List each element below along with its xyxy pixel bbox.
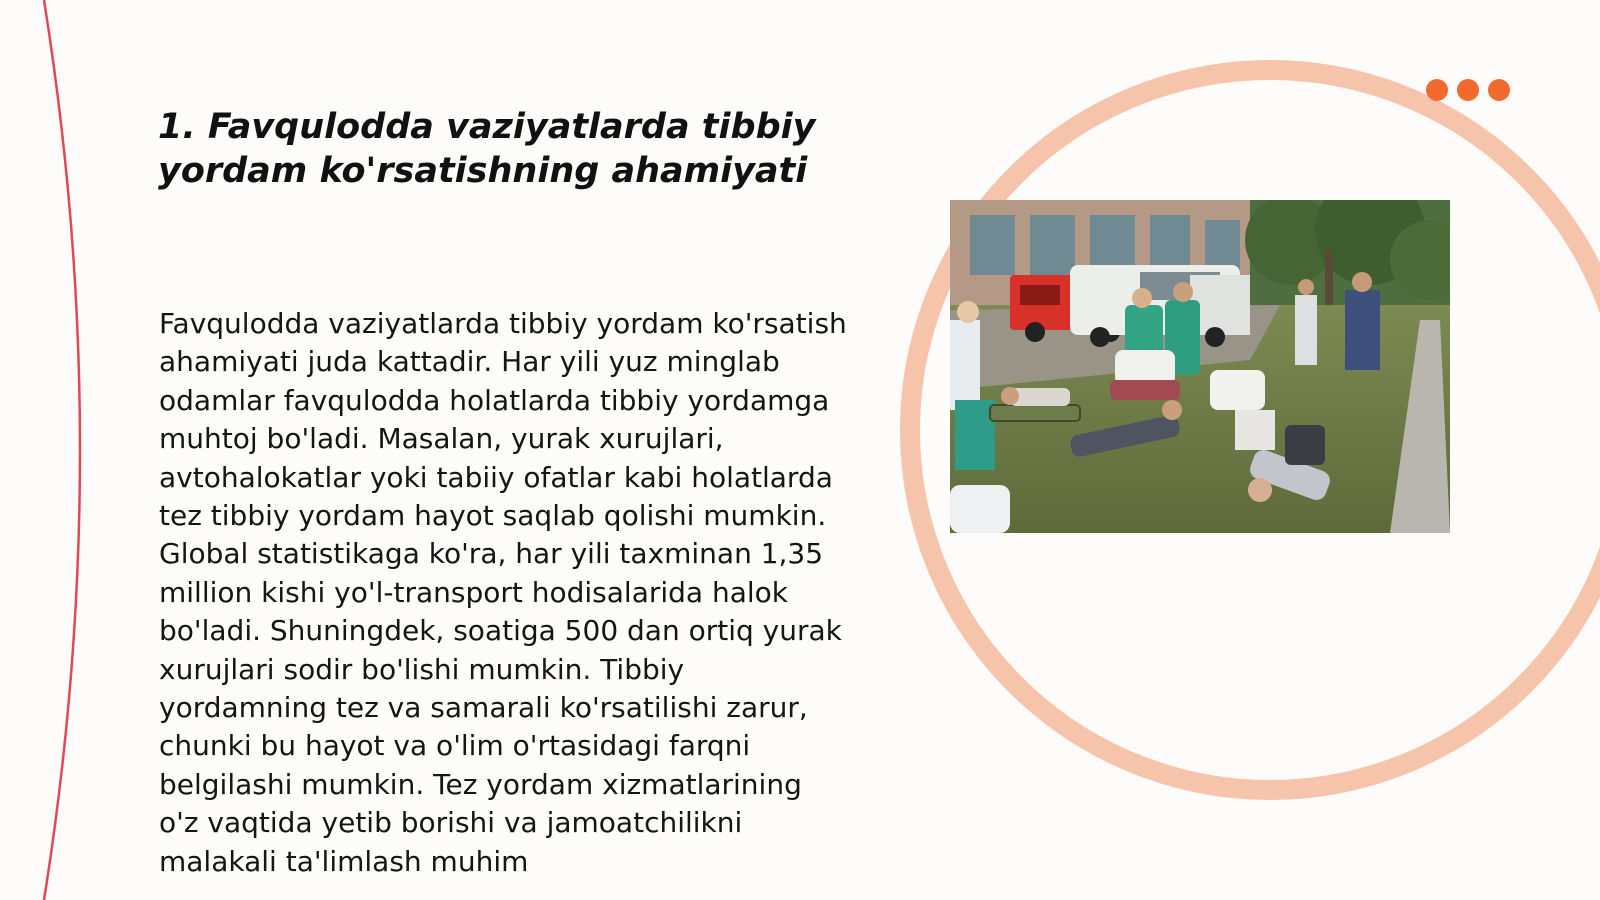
emergency-drill-photo <box>950 200 1450 533</box>
accent-dot <box>1426 79 1448 101</box>
slide-title: 1. Favqulodda vaziyatlarda tibbiy yordam ko'rsatishning ahamiyati <box>158 107 816 191</box>
ellipsis-dots-icon <box>1426 79 1510 101</box>
left-edge-curve <box>44 0 80 900</box>
accent-dot <box>1457 79 1479 101</box>
slide-body-text: Favqulodda vaziyatlarda tibbiy yordam ko'rsatish ahamiyati juda kattadir. Har yili yuz minglab odamlar favqulodda holatlarda tibbiy yordamga muhtoj bo'ladi. Masalan, yurak xurujlari, avtohalokatlar yoki tabiiy ofatlar kabi holatlarda tez tibbiy yordam hayot saqlab qolishi mumkin. Global statistikaga ko'ra, har yili taxminan 1,35 million kishi yo'l-transport hodisalarida halok bo'ladi. Shuningdek, soatiga 500 dan ortiq yurak xurujlari sodir bo'lishi mumkin. Tibbiy yordamning tez va samarali ko'rsatilishi zarur, chunki bu hayot va o'lim o'rtasidagi farqni belgilashi mumkin. Tez yordam xizmatlarining o'z vaqtida yetib borishi va jamoatchilikni malakali ta'limlash muhim <box>159 307 847 878</box>
accent-dot <box>1488 79 1510 101</box>
